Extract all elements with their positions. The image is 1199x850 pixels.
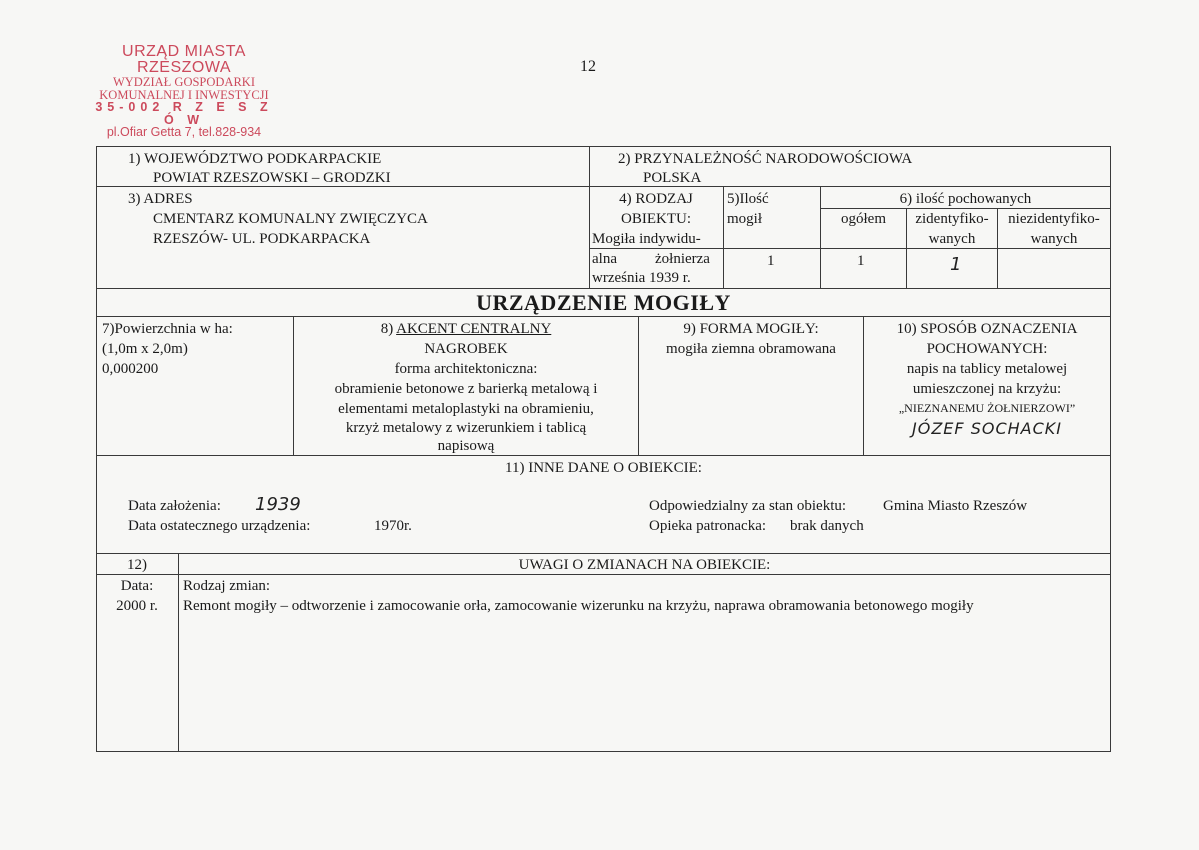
section-1-value: POWIAT RZESZOWSKI – GRODZKI	[153, 170, 391, 186]
section-2-value: POLSKA	[643, 170, 702, 186]
section-8-line-4: elementami metaloplastyki na obramieniu,	[338, 401, 594, 417]
buried-identified: 1	[950, 254, 962, 275]
section-10-line-1: napis na tablicy metalowej	[906, 361, 1068, 377]
responsible-label: Odpowiedzialny za stan obiektu:	[649, 498, 847, 514]
col-identified-header-2: wanych	[928, 231, 976, 247]
founded-value: 1939	[255, 494, 301, 515]
final-date-label: Data ostatecznego urządzenia:	[128, 518, 311, 534]
stamp-line-1: URZĄD MIASTA RZESZOWA	[122, 43, 246, 76]
handwritten-name: JÓZEF SOCHACKI	[912, 419, 1062, 438]
section-9-label: 9) FORMA MOGIŁY:	[683, 321, 819, 337]
section-5-label-1: 5)Ilość	[727, 191, 769, 207]
section-8-label	[294, 319, 638, 339]
founded-label: Data założenia:	[128, 498, 221, 514]
buried-total: 1	[857, 253, 865, 269]
patronage-value: brak danych	[790, 518, 864, 534]
section-4-value-3: września 1939 r.	[592, 270, 691, 286]
section-2-label: 2) PRZYNALEŻNOŚĆ NARODOWOŚCIOWA	[618, 151, 913, 167]
change-type-label: Rodzaj zmian:	[183, 578, 271, 594]
section-10-line-2: umieszczonej na krzyżu:	[912, 381, 1062, 397]
change-date-value: 2000 r.	[116, 598, 158, 614]
area-value: 0,000200	[102, 361, 159, 377]
col-unidentified-header-1: niezidentyfiko-	[1008, 211, 1100, 227]
stamp-line-4: 35-002 R Z E S Z Ó W	[95, 100, 273, 127]
section-5-label-2: mogił	[727, 211, 763, 227]
responsible-value: Gmina Miasto Rzeszów	[883, 498, 1028, 514]
section-4-value-2b: żołnierza	[655, 251, 710, 267]
section-11-label: 11) INNE DANE O OBIEKCIE:	[505, 460, 702, 476]
section-9-value: mogiła ziemna obramowana	[666, 341, 836, 357]
section-10-line-3: „NIEZNANEMU ŻOŁNIERZOWI”	[898, 401, 1076, 415]
section-heading: URZĄDZENIE MOGIŁY	[476, 290, 731, 315]
section-4-label-2: OBIEKTU:	[621, 211, 691, 227]
section-4-value-1: Mogiła indywidu-	[592, 231, 701, 247]
area-dimensions: (1,0m x 2,0m)	[102, 341, 188, 357]
section-3-value-1: CMENTARZ KOMUNALNY ZWIĘCZYCA	[153, 211, 428, 227]
change-date-label: Data:	[120, 578, 154, 594]
final-date-value: 1970r.	[374, 518, 412, 534]
section-12-heading: UWAGI O ZMIANACH NA OBIEKCIE:	[518, 557, 771, 573]
col-identified-header-1: zidentyfiko-	[915, 211, 989, 227]
graves-count: 1	[767, 253, 775, 269]
col-total-header: ogółem	[841, 211, 886, 227]
office-stamp	[84, 44, 284, 139]
stamp-line-3: KOMUNALNEJ I INWESTYCJI	[99, 87, 269, 102]
section-3-label: 3) ADRES	[128, 191, 193, 207]
section-8-number: 8)	[380, 321, 397, 337]
change-description: Remont mogiły – odtworzenie i zamocowanie orła, zamocowanie wizerunku na krzyżu, naprawa obramowania betonowego mogiły	[183, 598, 974, 614]
section-8-line-5: krzyż metalowy z wizerunkiem i tablicą	[345, 420, 587, 436]
col-unidentified-header-2: wanych	[1030, 231, 1078, 247]
section-8-line-6: napisową	[437, 438, 495, 454]
section-12-label: 12)	[127, 557, 147, 573]
section-7-label: 7)Powierzchnia w ha:	[102, 321, 233, 337]
section-8-line-3: obramienie betonowe z barierką metalową i	[334, 381, 598, 397]
section-10-label-1: 10) SPOSÓB OZNACZENIA	[896, 321, 1078, 337]
section-4-label-1: 4) RODZAJ	[619, 191, 693, 207]
section-6-label: 6) ilość pochowanych	[899, 191, 1032, 207]
patronage-label: Opieka patronacka:	[649, 518, 767, 534]
page-number: 12	[580, 58, 596, 75]
stamp-line-2: WYDZIAŁ GOSPODARKI	[112, 75, 255, 89]
section-1-label: 1) WOJEWÓDZTWO PODKARPACKIE	[128, 151, 382, 167]
section-8-title: AKCENT CENTRALNY	[396, 321, 552, 337]
section-4-value-2a: alna	[592, 251, 617, 267]
section-8-line-2: forma architektoniczna:	[394, 361, 538, 377]
stamp-line-5: pl.Ofiar Getta 7, tel.828-934	[106, 125, 262, 139]
section-10-label-2: POCHOWANYCH:	[926, 341, 1048, 357]
section-8-line-1: NAGROBEK	[424, 341, 508, 357]
section-3-value-2: RZESZÓW- UL. PODKARPACKA	[153, 231, 371, 247]
